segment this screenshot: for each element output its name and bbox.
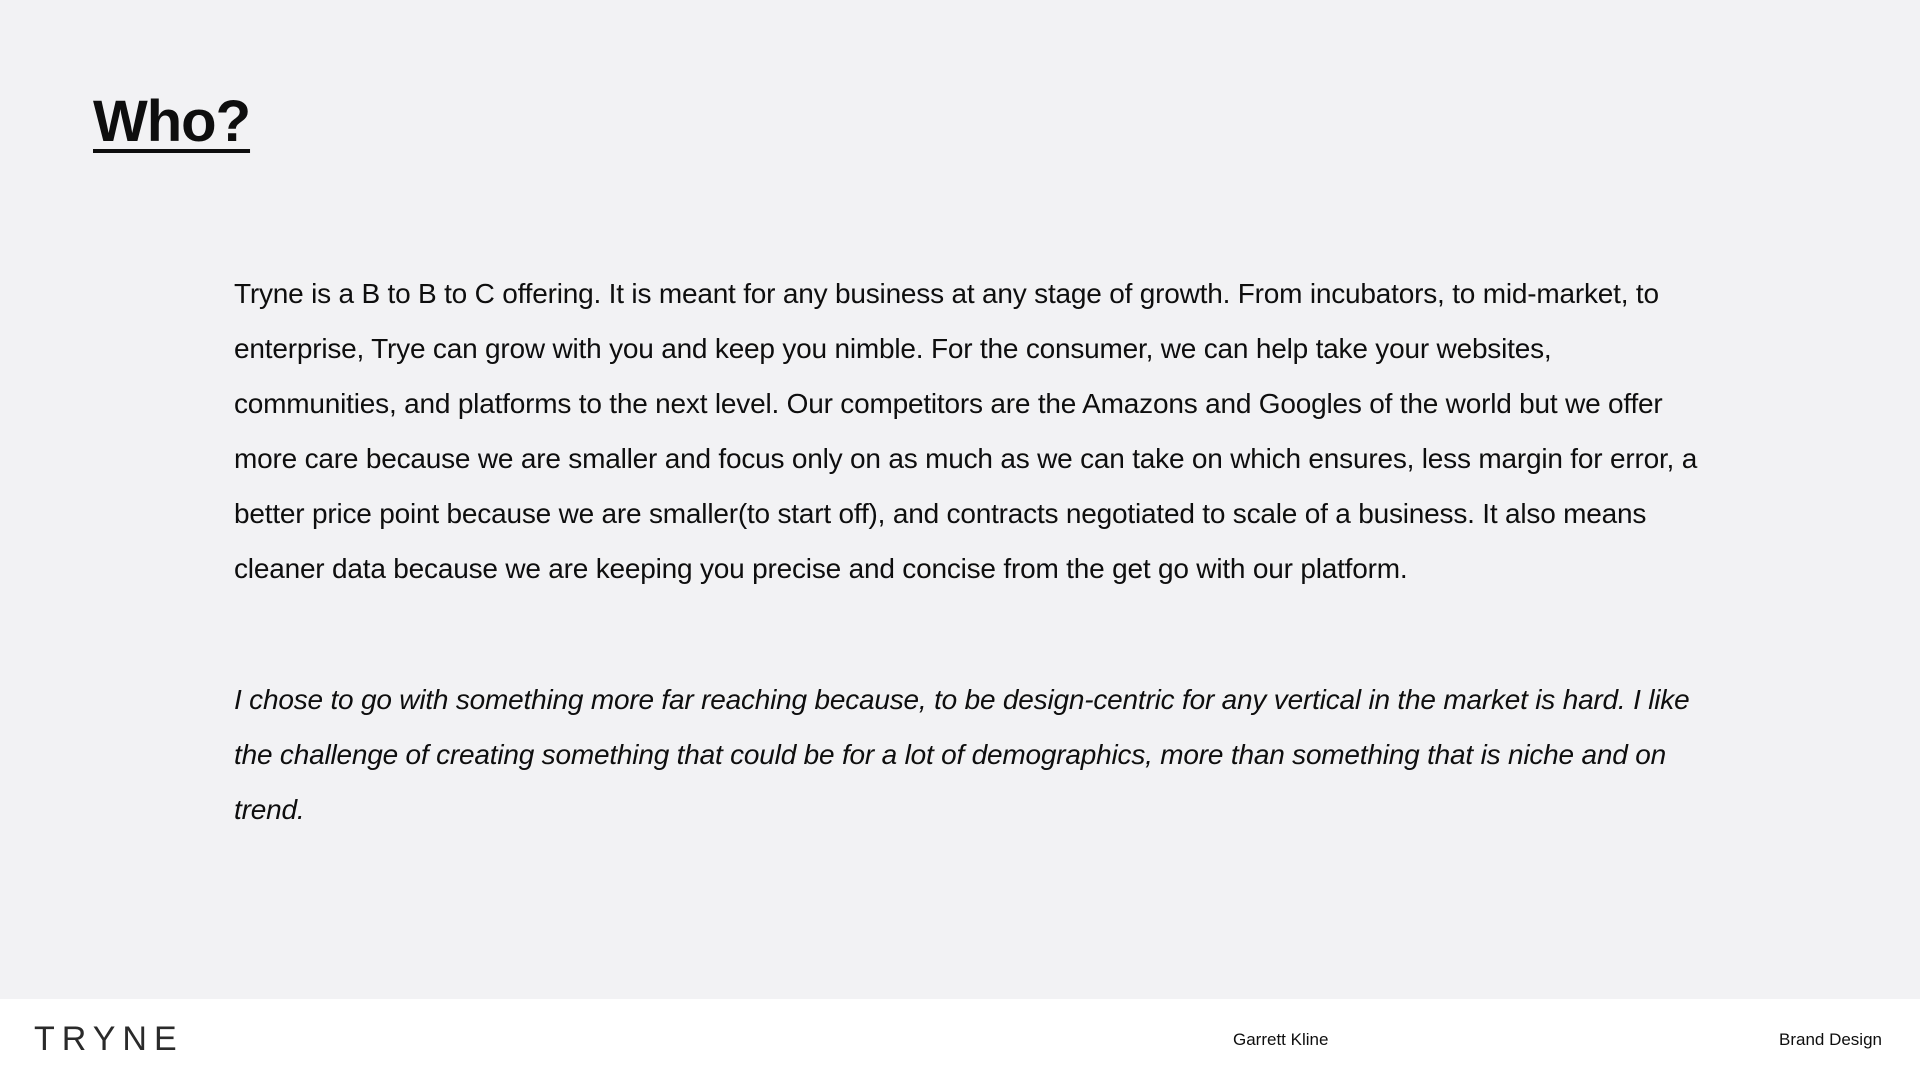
italic-note-paragraph: I chose to go with something more far reaching because, to be design-centric for any vertical in the market is hard. I like the challenge of creating something that could be for a lot of demographics, more than something that is niche and on trend.	[234, 684, 1690, 825]
body-paragraph: Tryne is a B to B to C offering. It is meant for any business at any stage of growth. From incubators, to mid-market, to enterprise, Trye can grow with you and keep you nimble. For the consumer, we can help take your websites, communities, and platforms to the next level. Our competitors are the Amazons and Googles of the world but we offer more care because we are smaller and focus only on as much as we can take on which ensures, less margin for error, a better price point because we are smaller(to start off), and contracts negotiated to scale of a business. It also means cleaner data because we are keeping you precise and concise from the get go with our platform.	[234, 278, 1698, 584]
slide-content	[234, 266, 1714, 837]
tryne-logo: TRYNE	[34, 1020, 184, 1058]
footer-label: Brand Design	[1778, 1030, 1882, 1049]
slide-title: Who?	[93, 89, 251, 154]
footer-author: Garrett Kline	[1233, 1030, 1329, 1049]
slide-footer	[0, 999, 1920, 1080]
